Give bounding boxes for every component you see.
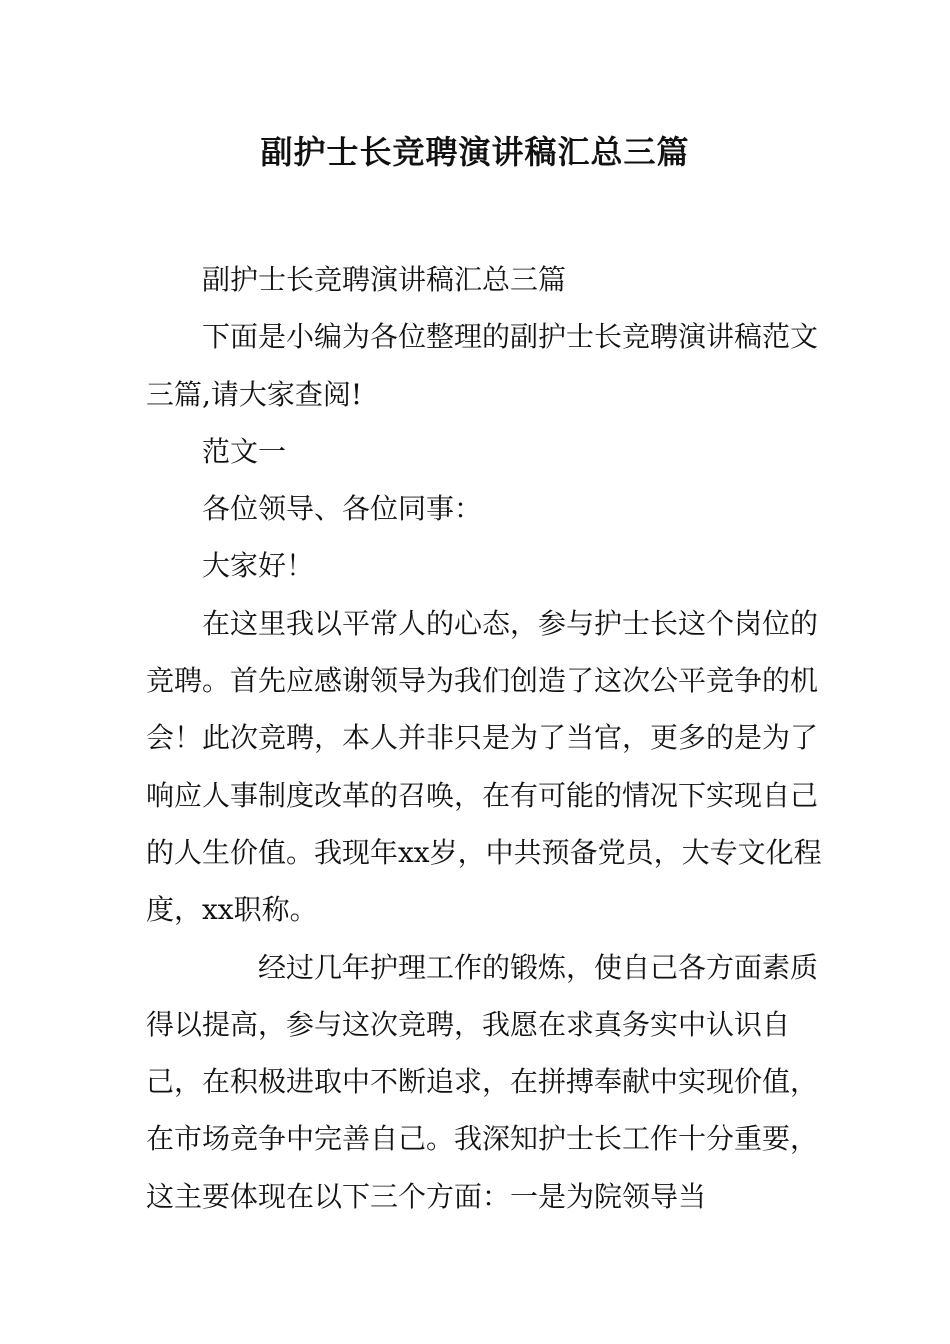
paragraph-greeting: 大家好！: [202, 549, 315, 583]
paragraph-sample-heading: 范文一: [202, 434, 287, 468]
paragraph-body-2: 经过几年护理工作的锻炼，使自己各方面素质得以提高，参与这次竞聘，我愿在求真务实中认识自己，在积极进取中不断追求，在拼搏奉献中实现价值，在市场竞争中完善自己。我深知护士长工作十分重要，这主要体现在以下三个方面：一是为院领导当: [146, 950, 819, 1213]
document-title: 副护士长竞聘演讲稿汇总三篇: [260, 133, 690, 171]
paragraph-subtitle: 副护士长竞聘演讲稿汇总三篇: [202, 263, 567, 296]
paragraph-intro: 下面是小编为各位整理的副护士长竞聘演讲稿范文三篇,请大家查阅!: [146, 320, 819, 411]
document-body: [146, 251, 826, 1225]
paragraph-body-1: 在这里我以平常人的心态，参与护士长这个岗位的竞聘。首先应感谢领导为我们创造了这次公平竞争的机会！此次竞聘，本人并非只是为了当官，更多的是为了响应人事制度改革的召唤，在有可能的情况下实现自己的人生价值。我现年xx岁，中共预备党员，大专文化程度，xx职称。: [146, 606, 822, 927]
paragraph-salutation: 各位领导、各位同事：: [202, 492, 483, 526]
